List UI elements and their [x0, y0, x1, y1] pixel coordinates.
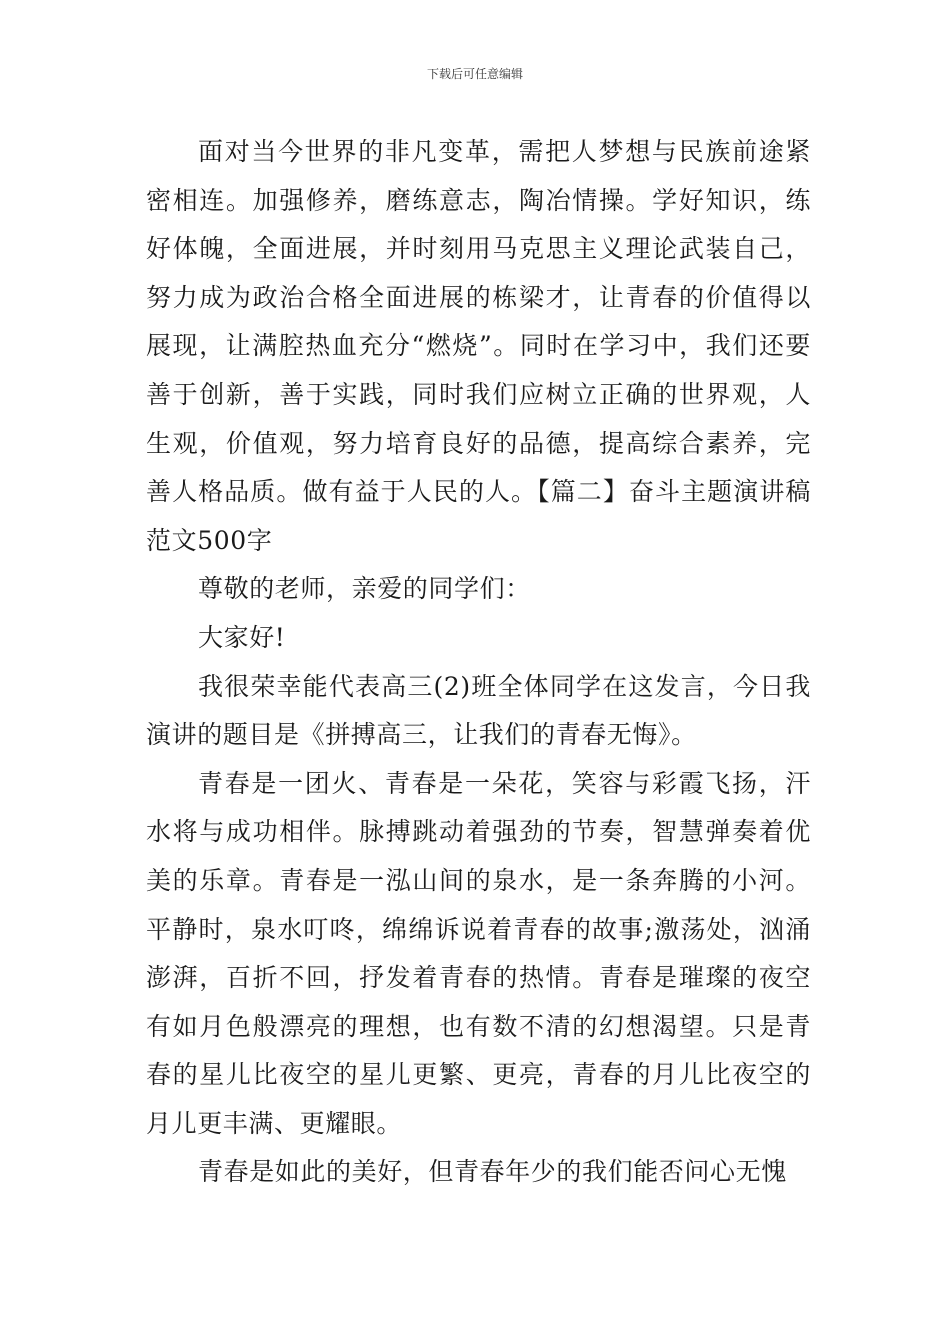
body-paragraph: 青春是一团火、青春是一朵花，笑容与彩霞飞扬，汗水将与成功相伴。脉搏跳动着强劲的节奏，智慧弹奏着优美的乐章。青春是一泓山间的泉水，是一条奔腾的小河。平静时，泉水叮咚，绵绵诉说着青春的故事;激荡处，汹涌澎湃，百折不回，抒发着青春的热情。青春是璀璨的夜空有如月色般漂亮的理想，也有数不清的幻想渴望。只是青春的星儿比夜空的星儿更繁、更亮，青春的月儿比夜空的月儿更丰满、更耀眼。	[146, 768, 811, 1138]
body-paragraph: 面对当今世界的非凡变革，需把人梦想与民族前途紧密相连。加强修养，磨练意志，陶冶情操。学好知识，练好体魄，全面进展，并时刻用马克思主义理论武装自己，努力成为政治合格全面进展的栋梁才，让青春的价值得以展现，让满腔热血充分“燃烧”。同时在学习中，我们还要善于创新，善于实践，同时我们应树立正确的世界观，人生观，价值观，努力培育良好的品德，提高综合素养，完善人格品质。做有益于人民的人。【篇二】奋斗主题演讲稿范文500字	[146, 137, 811, 555]
document-body	[146, 128, 811, 1197]
greeting-paragraph: 大家好!	[198, 622, 286, 652]
page-header-note: 下载后可任意编辑	[426, 67, 523, 81]
salutation-paragraph: 尊敬的老师，亲爱的同学们：	[198, 574, 531, 604]
body-paragraph: 青春是如此的美好，但青春年少的我们能否问心无愧	[198, 1157, 787, 1187]
body-paragraph: 我很荣幸能代表高三(2)班全体同学在这发言，今日我演讲的题目是《拼搏高三，让我们的青春无悔》。	[146, 671, 811, 750]
